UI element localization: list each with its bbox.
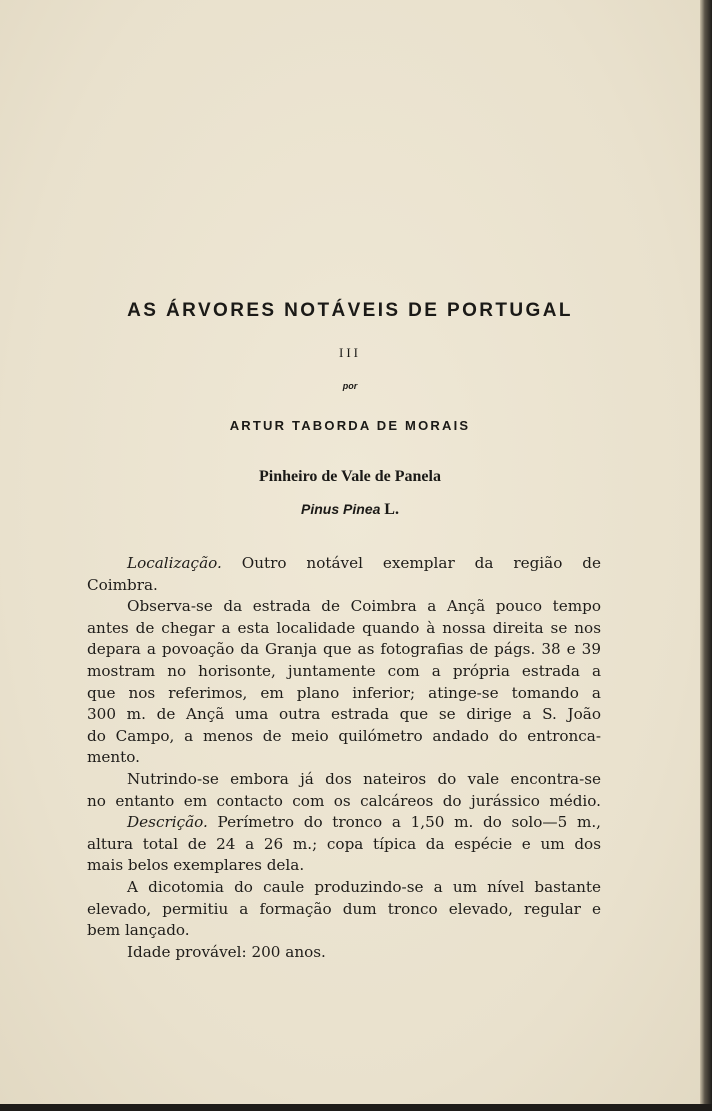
text-line: elevado, permitiu a formação dum tronco elevado, regular e	[87, 899, 601, 918]
section-label-localizacao: Localização.	[127, 554, 222, 572]
article-body	[87, 553, 601, 963]
text-line: A dicotomia do caule produzindo-se a um nível bastante	[127, 877, 601, 896]
text-line	[87, 553, 601, 575]
text-line: bem lançado.	[87, 921, 190, 940]
by-label: por	[342, 381, 358, 391]
text-line: antes de chegar a esta localidade quando à nossa direita se nos	[87, 618, 601, 637]
page-bottom-edge	[0, 1104, 712, 1111]
article-title: AS ÁRVORES NOTÁVEIS DE PORTUGAL	[127, 300, 573, 321]
text-span: Outro notável exemplar da região de	[241, 554, 601, 572]
text-line: altura total de 24 a 26 m.; copa típica da espécie e um dos	[87, 834, 601, 853]
page-edge-shadow	[700, 0, 712, 1111]
text-line: depara a povoação da Granja que as fotografias de págs. 38 e 39	[87, 640, 601, 659]
species-binomial: Pinus Pinea	[301, 501, 381, 517]
text-line	[87, 812, 601, 834]
text-line: Nutrindo-se embora já dos nateiros do vale encontra-se	[127, 769, 601, 788]
text-line: que nos referimos, em plano inferior; atinge-se tomando a	[87, 683, 601, 702]
text-line: mento.	[87, 748, 140, 767]
text-line: no entanto em contacto com os calcáreos do jurássico médio.	[87, 791, 601, 810]
text-line: Coimbra.	[87, 575, 158, 594]
tree-name: Pinheiro de Vale de Panela	[259, 468, 441, 485]
text-line: do Campo, a menos de meio quilómetro andado do entronca-	[87, 726, 601, 745]
author-name: ARTUR TABORDA DE MORAIS	[229, 418, 471, 433]
text-line: Observa-se da estrada de Coimbra a Ançã pouco tempo	[127, 597, 601, 616]
part-number: III	[339, 345, 361, 360]
species-name	[0, 501, 700, 519]
text-span: Perímetro do tronco a 1,50 m. do solo—5 m.,	[217, 813, 601, 832]
text-line: 300 m. de Ançã uma outra estrada que se dirige a S. João	[87, 705, 601, 724]
species-author: L.	[384, 501, 399, 518]
text-line: Idade provável: 200 anos.	[127, 942, 326, 961]
text-line: mostram no horisonte, juntamente com a própria estrada a	[87, 661, 601, 680]
text-line: mais belos exemplares dela.	[87, 856, 305, 875]
section-label-descricao: Descrição.	[127, 813, 208, 832]
